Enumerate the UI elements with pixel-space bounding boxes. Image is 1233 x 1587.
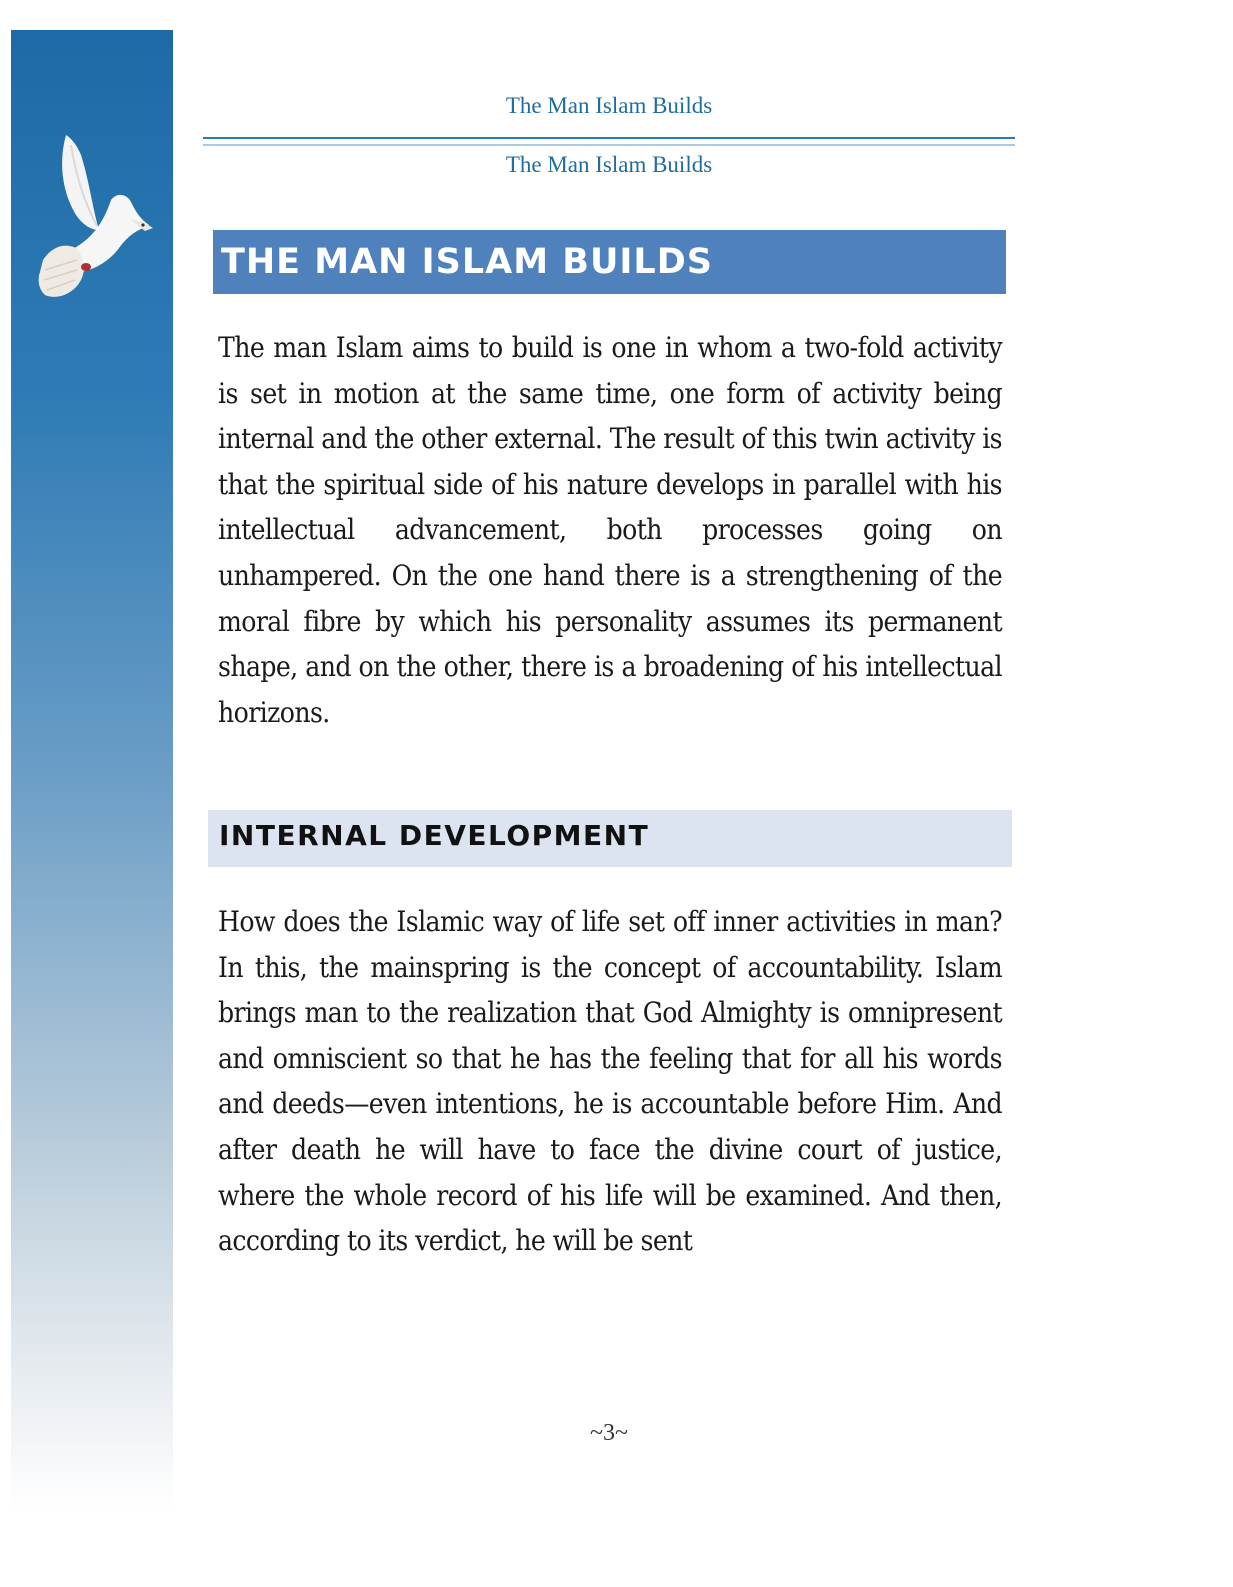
body-paragraph-intro: The man Islam aims to build is one in whom a two-fold activity is set in motion at the same time, one form of activity being internal and the other external. The result of this twin activity is that the spiritual side of his nature develops in parallel with his intellectual advancement, both processes going on unhampered. On the one hand there is a strengthening of the moral fibre by which his personality assumes its permanent shape, and on the other, there is a broadening of his intellectual horizons. <box>218 331 1002 729</box>
header-rule-dark <box>203 137 1015 139</box>
body-paragraph-internal-development: How does the Islamic way of life set off inner activities in man? In this, the mainspring is the concept of accountability. Islam brings man to the realization that God Almighty is omnipresent and omniscient so that he has the feeling that for all his words and deeds—even intentions, he is accountable before Him. And after death he will have to face the divine court of justice, where the whole record of his life will be examined. And then, according to its verdict, he will be sent <box>218 905 1002 1258</box>
chapter-heading: THE MAN ISLAM BUILDS <box>213 230 1006 294</box>
dove-icon <box>31 130 161 310</box>
page-number: ~3~ <box>590 1420 628 1446</box>
running-header-bottom: The Man Islam Builds <box>505 152 713 177</box>
running-header-top: The Man Islam Builds <box>505 93 713 118</box>
sidebar-gradient-band <box>11 30 173 1510</box>
section-heading-internal-development: INTERNAL DEVELOPMENT <box>208 810 1012 867</box>
header-rule-light <box>203 144 1015 146</box>
